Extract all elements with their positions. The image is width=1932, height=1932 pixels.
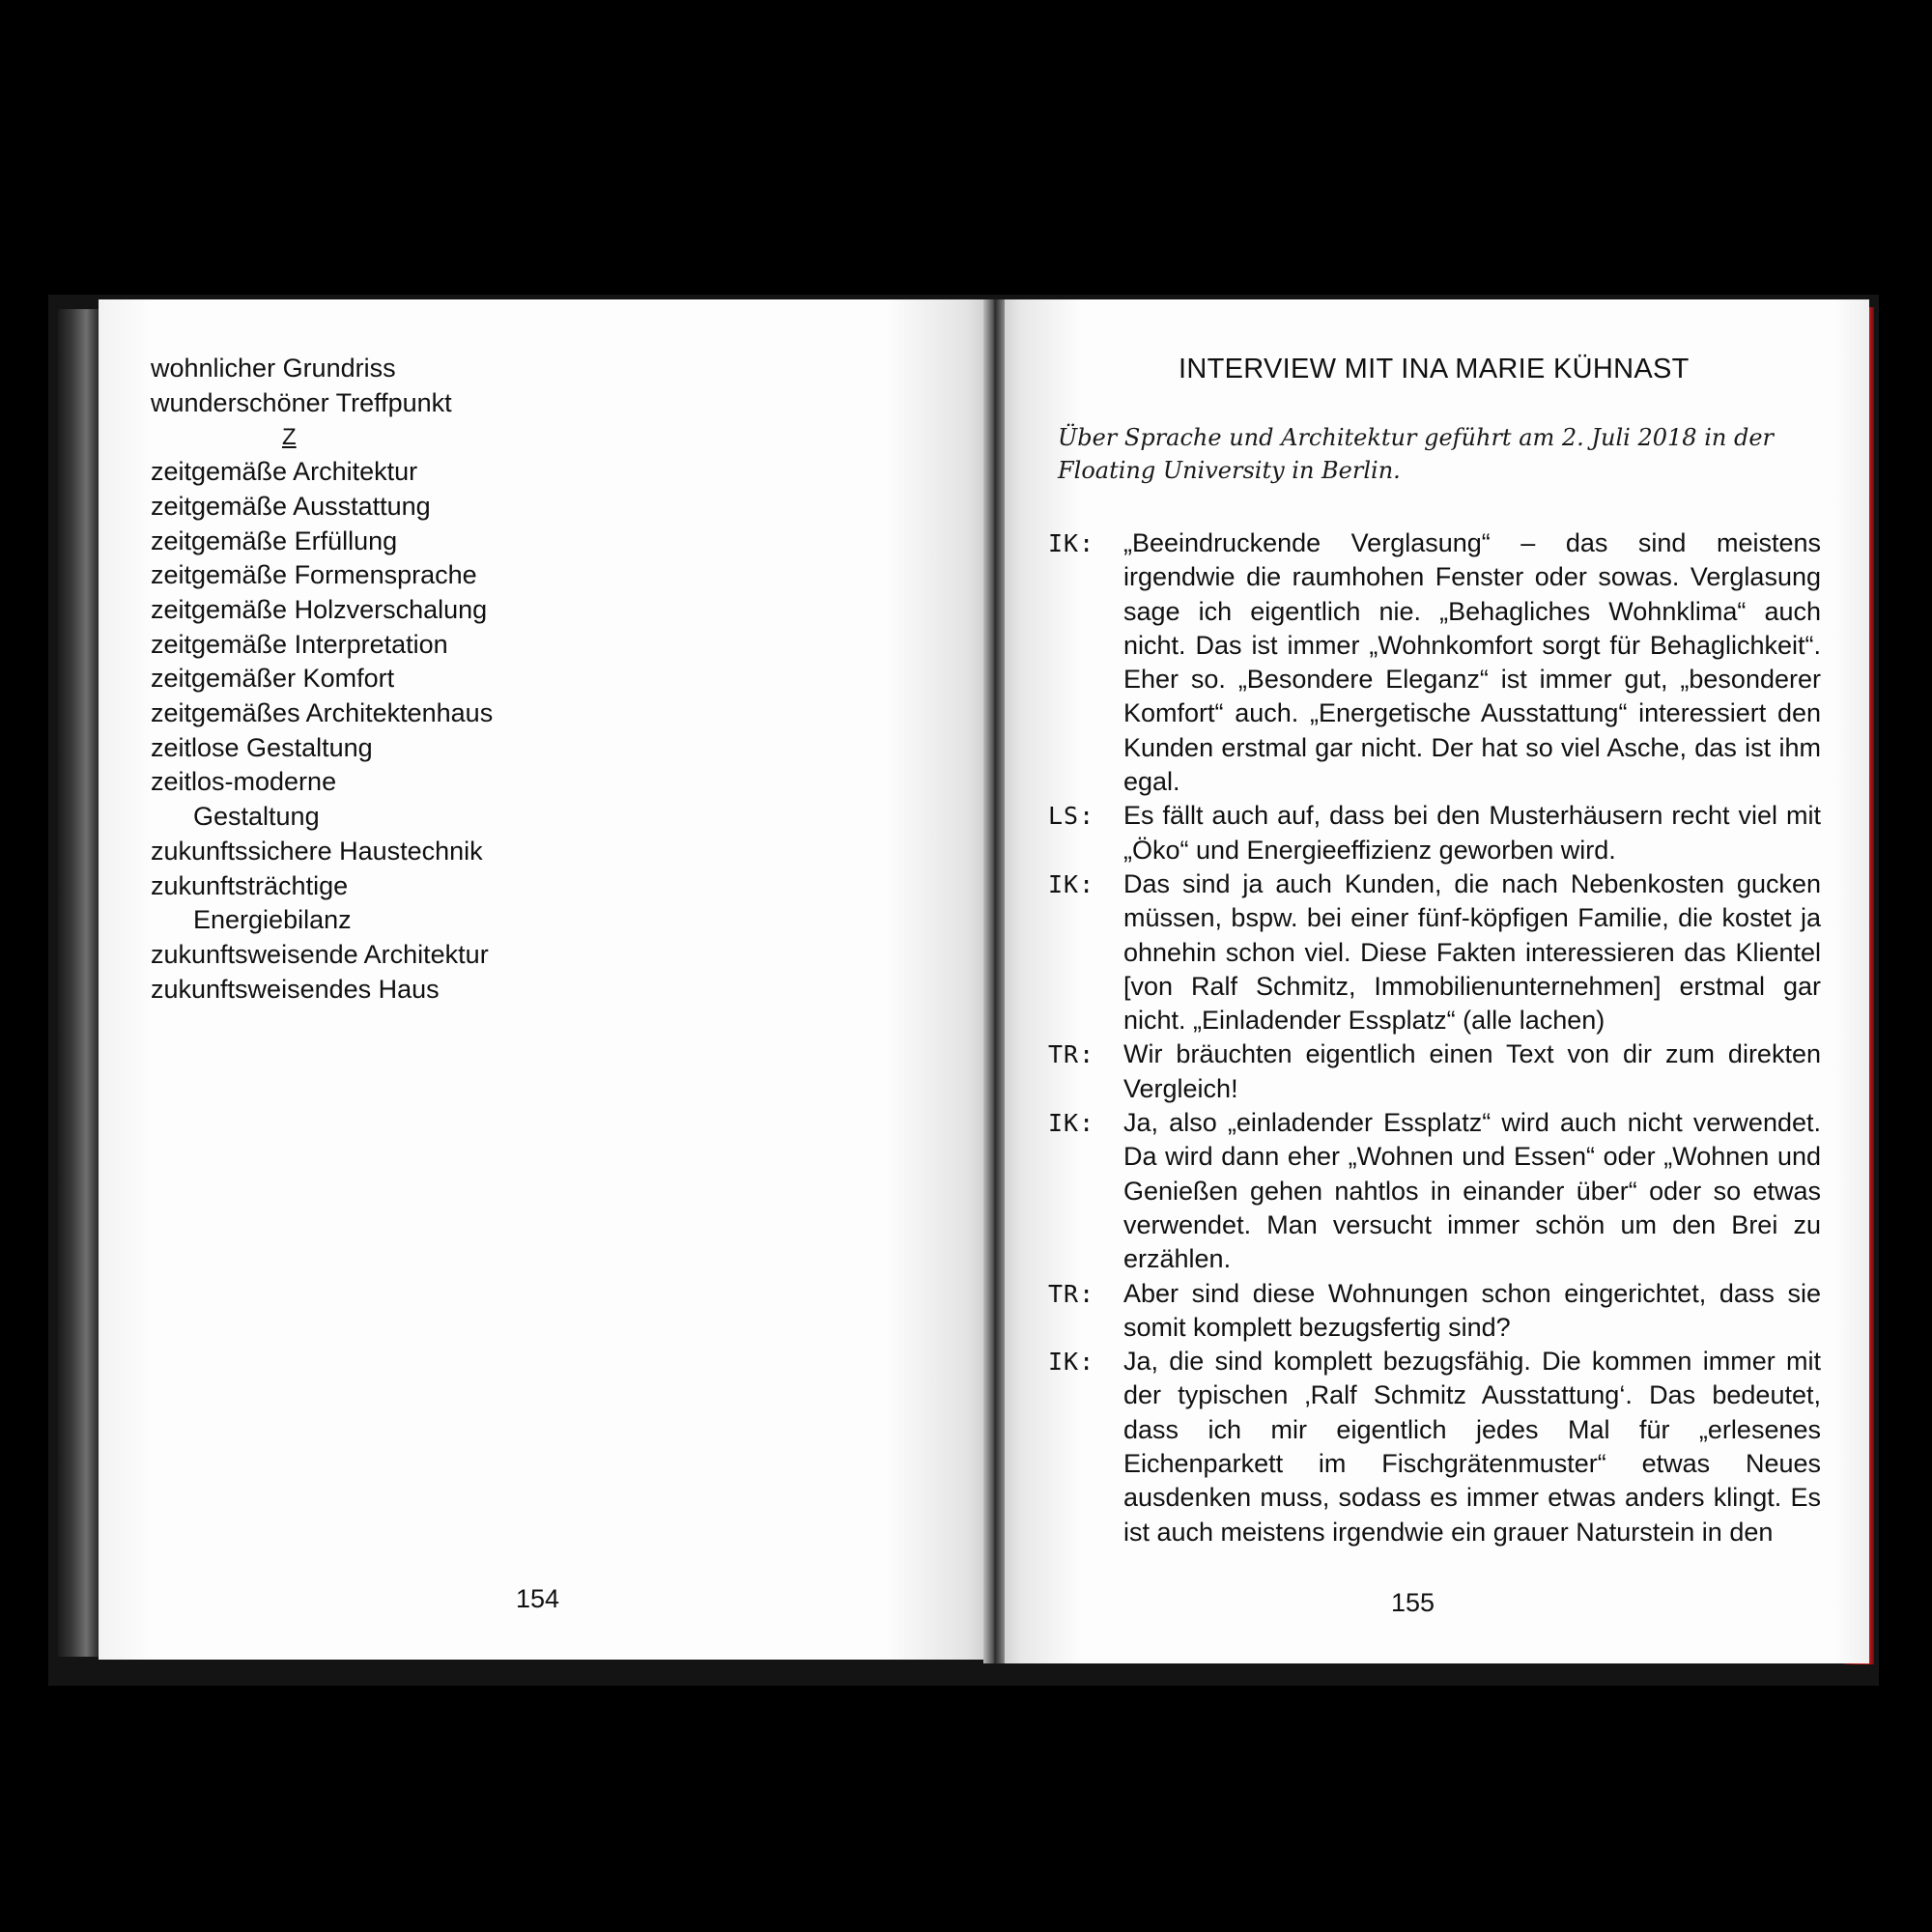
word-list-item: zeitgemäße Architektur	[151, 457, 418, 487]
word-list	[151, 352, 493, 1007]
word-list-item: zukunftsträchtige	[151, 870, 349, 900]
dialog-entry	[1048, 799, 1821, 867]
dialog-entry	[1048, 1345, 1821, 1549]
word-list-item: zeitgemäße Holzverschalung	[151, 594, 488, 624]
speaker-label: TR:	[1048, 1040, 1095, 1069]
word-list-item: zeitlos-moderne	[151, 767, 337, 797]
page-number-right: 155	[1391, 1588, 1435, 1617]
page-number-left: 154	[516, 1584, 560, 1613]
alphabet-letter-heading: Z	[282, 424, 297, 451]
word-list-item: zeitgemäße Erfüllung	[151, 526, 398, 555]
word-list-item: wohnlicher Grundriss	[151, 354, 396, 383]
dialog-text: Das sind ja auch Kunden, die nach Nebenkosten gucken müssen, bspw. bei einer fünf-köpfigen Familie, die kostet ja ohnehin schon viel. Diese Fakten interessieren das Klientel [von Ralf Schmitz, Immobilienunternehmen] erstmal gar nicht. „Einladender Essplatz“ (alle lachen)	[1123, 868, 1821, 1036]
dialog-text: Ja, die sind komplett bezugsfähig. Die kommen immer mit der typischen ‚Ralf Schmitz Ausstattung‘. Das bedeutet, dass ich mir eigentlich jedes Mal für „erlesenes Eichenparkett im Fischgrätenmuster“ etwas Neues ausdenken muss, sodass es immer etwas anders klingt. Es ist auch meistens irgendwie ein grauer Naturstein in den	[1123, 1347, 1821, 1547]
book-gutter	[983, 299, 1005, 1663]
speaker-label: IK:	[1048, 529, 1095, 557]
dialog-text: Aber sind diese Wohnungen schon eingerichtet, dass sie somit komplett bezugsfertig sind?	[1123, 1278, 1821, 1342]
dialog-text: Ja, also „einladender Essplatz“ wird auch nicht verwendet. Da wird dann eher „Wohnen und Essen“ oder „Wohnen und Genießen gehen nahtlos in einander über“ oder so etwas verwendet. Man versucht immer schön um den Brei zu erzählen.	[1123, 1108, 1821, 1274]
interview-dialog	[1048, 526, 1821, 1549]
dialog-entry	[1048, 526, 1821, 799]
interview-subtitle: Über Sprache und Architektur geführt am 2. Juli 2018 in der Floating University in Berlin.	[1058, 424, 1774, 484]
word-list-item: zukunftsweisendes Haus	[151, 974, 440, 1004]
speaker-label: IK:	[1048, 1348, 1095, 1377]
word-list-item: zeitgemäße Interpretation	[151, 629, 448, 659]
dialog-text: „Beeindruckende Verglasung“ – das sind meistens irgendwie die raumhohen Fenster oder sowas. Verglasung sage ich eigentlich nie. „Behagliches Wohnklima“ auch nicht. Das ist immer „Wohnkomfort sorgt für Behaglichkeit“. Eher so. „Besondere Eleganz“ ist immer gut, „besonderer Komfort“ auch. „Energetische Ausstattung“ interessiert den Kunden erstmal gar nicht. Der hat so viel Asche, das ist ihm egal.	[1123, 528, 1821, 797]
speaker-label: LS:	[1048, 802, 1095, 831]
speaker-label: IK:	[1048, 1109, 1095, 1138]
word-list-item: Gestaltung	[193, 802, 320, 832]
dialog-entry	[1048, 1037, 1821, 1106]
word-list-item: wunderschöner Treffpunkt	[151, 387, 452, 417]
dialog-entry	[1048, 1106, 1821, 1276]
dialog-text: Wir bräuchten eigentlich einen Text von dir zum direkten Vergleich!	[1123, 1039, 1821, 1103]
word-list-item: Energiebilanz	[193, 905, 352, 935]
dialog-entry	[1048, 1277, 1821, 1346]
interview-title: INTERVIEW MIT INA MARIE KÜHNAST	[1179, 354, 1690, 384]
speaker-label: IK:	[1048, 869, 1095, 898]
word-list-item: zukunftsweisende Architektur	[151, 939, 489, 969]
page-edges-left	[58, 309, 99, 1657]
dialog-text: Es fällt auch auf, dass bei den Musterhäusern recht viel mit „Öko“ und Energieeffizienz geworben wird.	[1123, 801, 1821, 865]
word-list-item: zukunftssichere Haustechnik	[151, 836, 483, 866]
word-list-item: zeitgemäßer Komfort	[151, 664, 395, 694]
speaker-label: TR:	[1048, 1279, 1095, 1308]
word-list-item: zeitgemäßes Architektenhaus	[151, 698, 494, 728]
word-list-item: zeitlose Gestaltung	[151, 732, 373, 762]
word-list-item: zeitgemäße Ausstattung	[151, 491, 431, 521]
word-list-item: zeitgemäße Formensprache	[151, 560, 477, 590]
dialog-entry	[1048, 867, 1821, 1037]
